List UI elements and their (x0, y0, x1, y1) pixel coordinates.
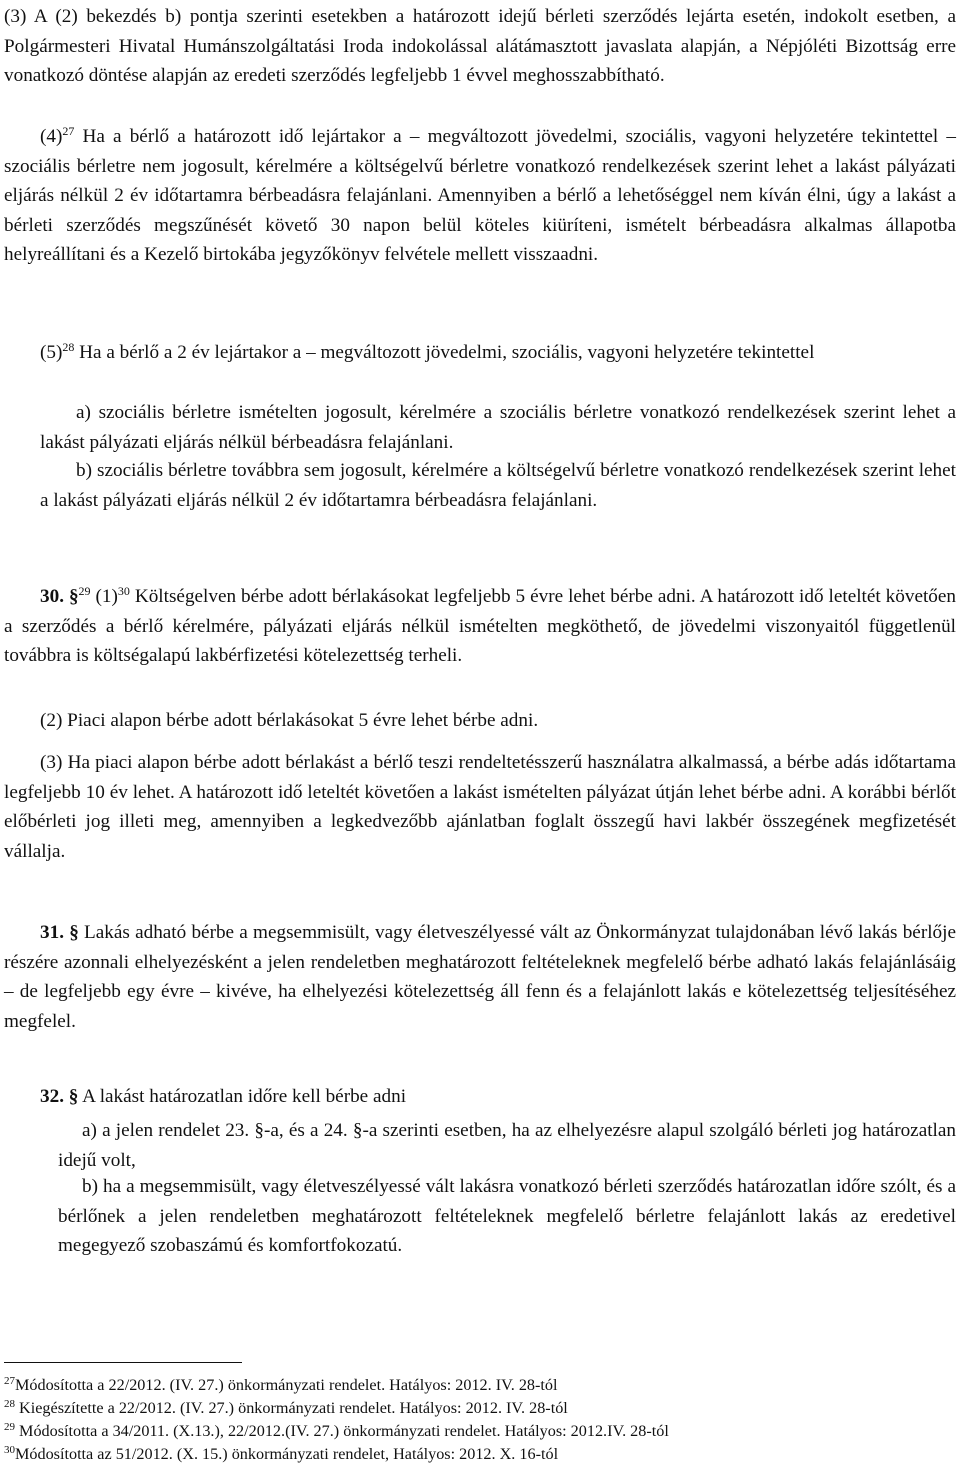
footnote-28: $^{28}$ Kiegészítette a 22/2012. (IV. 27.) önkormányzati rendelet. Hatályos: 2012. IV. 28-tól (4, 1398, 568, 1417)
article-32-point-b: b) ha a megsemmisült, vagy életveszélyessé vált lakásra vonatkozó bérleti szerződés határozatlan időre szólt, és a bérlőnek a jelen rendeletben meghatározott feltételeknek megfelelő bérletre felajánlott lakás az eredetivel megegyező szobaszámú és komfortfokozatú. (58, 1176, 956, 1256)
paragraph-4 (4, 122, 956, 270)
footnote-ref-29[interactable]: 29 (78, 584, 91, 598)
paragraph-4-text: Ha a bérlő a határozott idő lejártakor a – megváltozott jövedelmi, szociális, vagyoni helyzetére tekintettel – szociális bérletre nem jogosult, kérelmére a költségelvű bérletre vonatkozó rendelkezések szerint lehet a lakást pályázati eljárás nélkül 2 év időtartamra bérbeadásra felajánlani. Amennyiben a bérlő a lehetőséggel nem kíván élni, úgy a lakást a bérleti szerződés megszűnését követő 30 napon belül köteles kiüríteni, ismételt bérbeadásra alkalmas állapotba helyreállítani és a Kezelő birtokába jegyzőkönyv felvétele mellett visszaadni. (4, 126, 956, 265)
footnote-30: $^{30}$Módosította az 51/2012. (X. 15.) önkormányzati rendelet, Hatályos: 2012. X. 16-tól (4, 1444, 559, 1463)
article-30-paragraph-2: (2) Piaci alapon bérbe adott bérlakásokat 5 évre lehet bérbe adni. (40, 710, 539, 731)
article-30-paragraph-1 (4, 582, 956, 671)
article-30-label: (1) (95, 586, 118, 607)
article-31 (4, 918, 956, 1036)
footnote-27: $^{27}$Módosította a 22/2012. (IV. 27.) önkormányzati rendelet. Hatályos: 2012. IV. 28-tól (4, 1375, 558, 1394)
article-32 (4, 1082, 956, 1112)
paragraph-5-label: (5) (40, 342, 63, 363)
footnote-ref-27[interactable]: 27 (62, 124, 75, 138)
section-symbol: § (68, 1086, 79, 1107)
article-32-number: 32. (40, 1086, 64, 1107)
paragraph-4-label: (4) (40, 126, 63, 147)
article-31-number: 31. (40, 922, 64, 943)
paragraph-5-point-b: b) szociális bérletre továbbra sem jogosult, kérelmére a költségelvű bérletre vonatkozó rendelkezések szerint lehet a lakást pályázati eljárás nélkül 2 év időtartamra bérbeadásra felajánlani. (40, 460, 956, 511)
footnote-ref-30[interactable]: 30 (117, 584, 130, 598)
section-symbol: § (68, 586, 79, 607)
paragraph-5-text: Ha a bérlő a 2 év lejártakor a – megváltozott jövedelmi, szociális, vagyoni helyzetére tekintettel (74, 342, 815, 363)
paragraph-5 (4, 338, 956, 368)
footnote-ref-28[interactable]: 28 (62, 340, 75, 354)
article-30-number: 30. (40, 586, 64, 607)
article-30-text: Költségelven bérbe adott bérlakásokat legfeljebb 5 évre lehet bérbe adni. A határozott idő leteltét követően a szerződés a bérlő kérelmére, pályázati eljárás nélkül ismételten megköthető, de jövedelmi viszonyaitól függetlenül továbbra is költségalapú lakbérfizetési kötelezettség terheli. (4, 586, 957, 666)
paragraph-3-previous: (3) A (2) bekezdés b) pontja szerinti esetekben a határozott idejű bérleti szerződés lejárta esetén, indokolt esetben, a Polgármesteri Hivatal Humánszolgáltatási Iroda indokolással alátámasztott javaslata alapján, a Népjóléti Bizottság erre vonatkozó döntése alapján az eredeti szerződés legfeljebb 1 évvel meghosszabbítható. (4, 6, 956, 86)
footnote-29: $^{29}$ Módosította a 34/2011. (X.13.), 22/2012.(IV. 27.) önkormányzati rendelet. Hatályos: 2012.IV. 28-tól (4, 1421, 669, 1440)
paragraph-5-point-a: a) szociális bérletre ismételten jogosult, kérelmére a szociális bérletre vonatkozó rendelkezések szerint lehet a lakást pályázati eljárás nélkül bérbeadásra felajánlani. (40, 402, 956, 453)
article-32-point-a: a) a jelen rendelet 23. §-a, és a 24. §-a szerinti esetben, ha az elhelyezésre alapul szolgáló bérleti jog határozatlan idejű volt, (58, 1120, 956, 1171)
article-30-paragraph-3: (3) Ha piaci alapon bérbe adott bérlakást a bérlő teszi rendeltetésszerű használatra alkalmassá, a bérbe adás időtartama legfeljebb 10 év lehet. A határozott idő leteltét követően a lakást ismételten pályázat útján lehet bérbe adni. A korábbi bérlőt előbérleti jog illeti meg, amennyiben a legkedvezőbb ajánlatban foglalt összegű havi lakbér összegének megfizetését vállalja. (4, 752, 956, 862)
article-32-text: A lakást határozatlan időre kell bérbe adni (78, 1086, 407, 1107)
article-31-text: Lakás adható bérbe a megsemmisült, vagy életveszélyessé vált az Önkormányzat tulajdonában lévő lakás bérlője részére azonnali elhelyezésként a jelen rendeletben meghatározott feltételeknek megfelelő bérbe adható lakás felajánlásáig – de legfeljebb egy évre – kivéve, ha elhelyezési kötelezettség áll fenn és a felajánlott lakás e kötelezettség teljesítéséhez megfelel. (4, 922, 956, 1032)
footnote-separator (4, 1362, 242, 1363)
section-symbol: § (69, 922, 79, 943)
